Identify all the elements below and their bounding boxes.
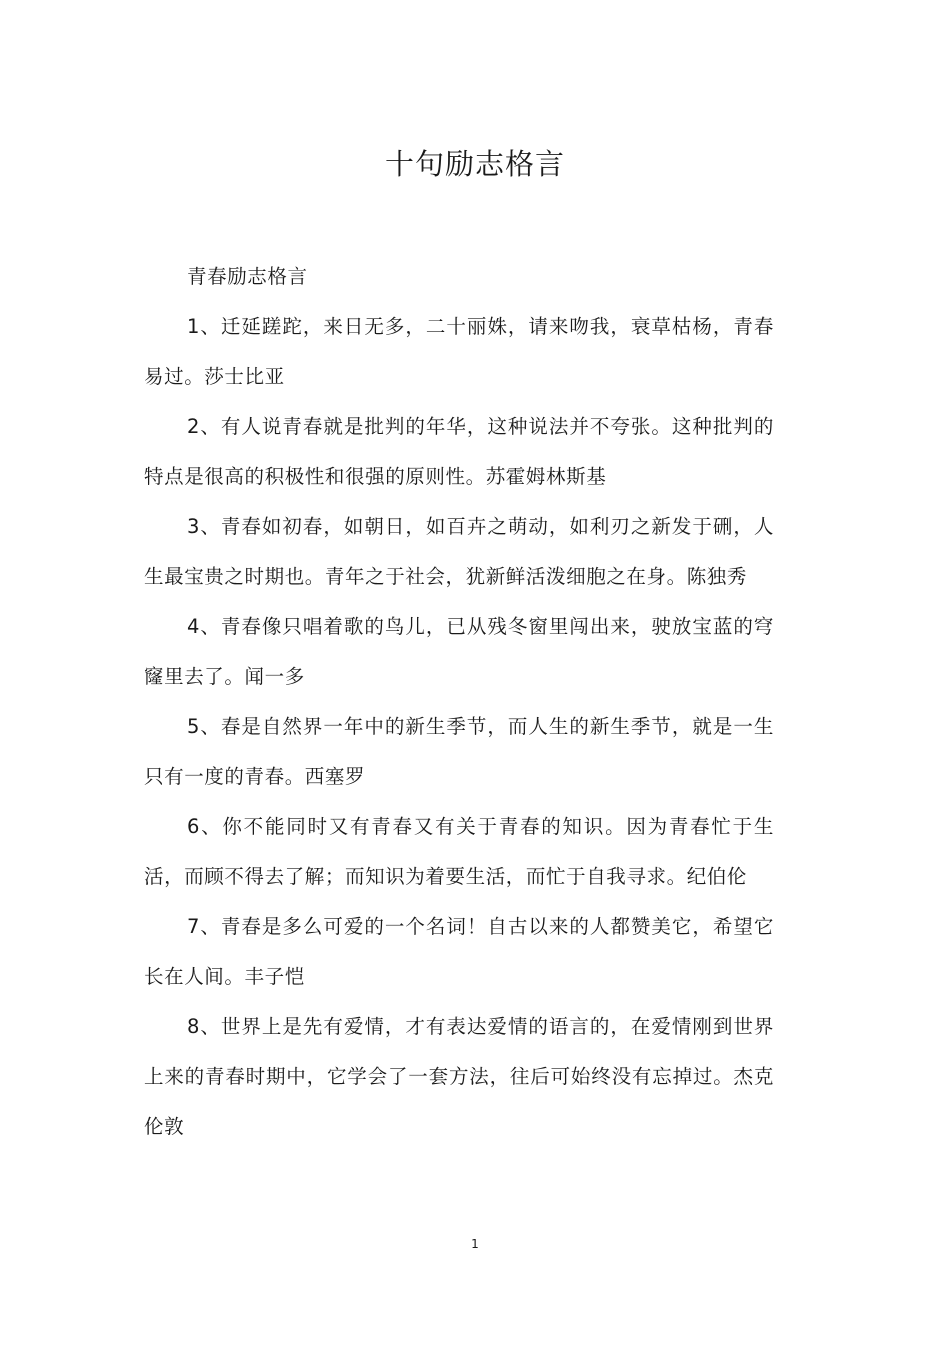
quote-paragraph-6: 6、你不能同时又有青春又有关于青春的知识。因为青春忙于生活，而顾不得去了解；而知识为着要生活，而忙于自我寻求。纪伯伦 — [144, 815, 774, 888]
section-heading: 青春励志格言 — [187, 265, 308, 288]
quote-paragraph-2: 2、有人说青春就是批判的年华，这种说法并不夸张。这种批判的特点是很高的积极性和很强的原则性。苏霍姆林斯基 — [144, 415, 774, 488]
quote-paragraph-4: 4、青春像只唱着歌的鸟儿，已从残冬窗里闯出来，驶放宝蓝的穹窿里去了。闻一多 — [144, 615, 774, 688]
quote-paragraph-3: 3、青春如初春，如朝日，如百卉之萌动，如利刃之新发于硎，人生最宝贵之时期也。青年之于社会，犹新鲜活泼细胞之在身。陈独秀 — [144, 515, 774, 588]
quote-paragraph-5: 5、春是自然界一年中的新生季节，而人生的新生季节，就是一生只有一度的青春。西塞罗 — [144, 715, 774, 788]
quote-paragraph-7: 7、青春是多么可爱的一个名词！自古以来的人都赞美它，希望它长在人间。丰子恺 — [144, 915, 774, 988]
document-body — [144, 252, 774, 1152]
quote-paragraph-8: 8、世界上是先有爱情，才有表达爱情的语言的，在爱情刚到世界上来的青春时期中，它学会了一套方法，往后可始终没有忘掉过。杰克伦敦 — [144, 1015, 774, 1138]
quote-paragraph-1: 1、迁延蹉跎，来日无多，二十丽姝，请来吻我，衰草枯杨，青春易过。莎士比亚 — [144, 315, 774, 388]
document-title: 十句励志格言 — [384, 147, 565, 181]
page-number: 1 — [471, 1237, 479, 1251]
